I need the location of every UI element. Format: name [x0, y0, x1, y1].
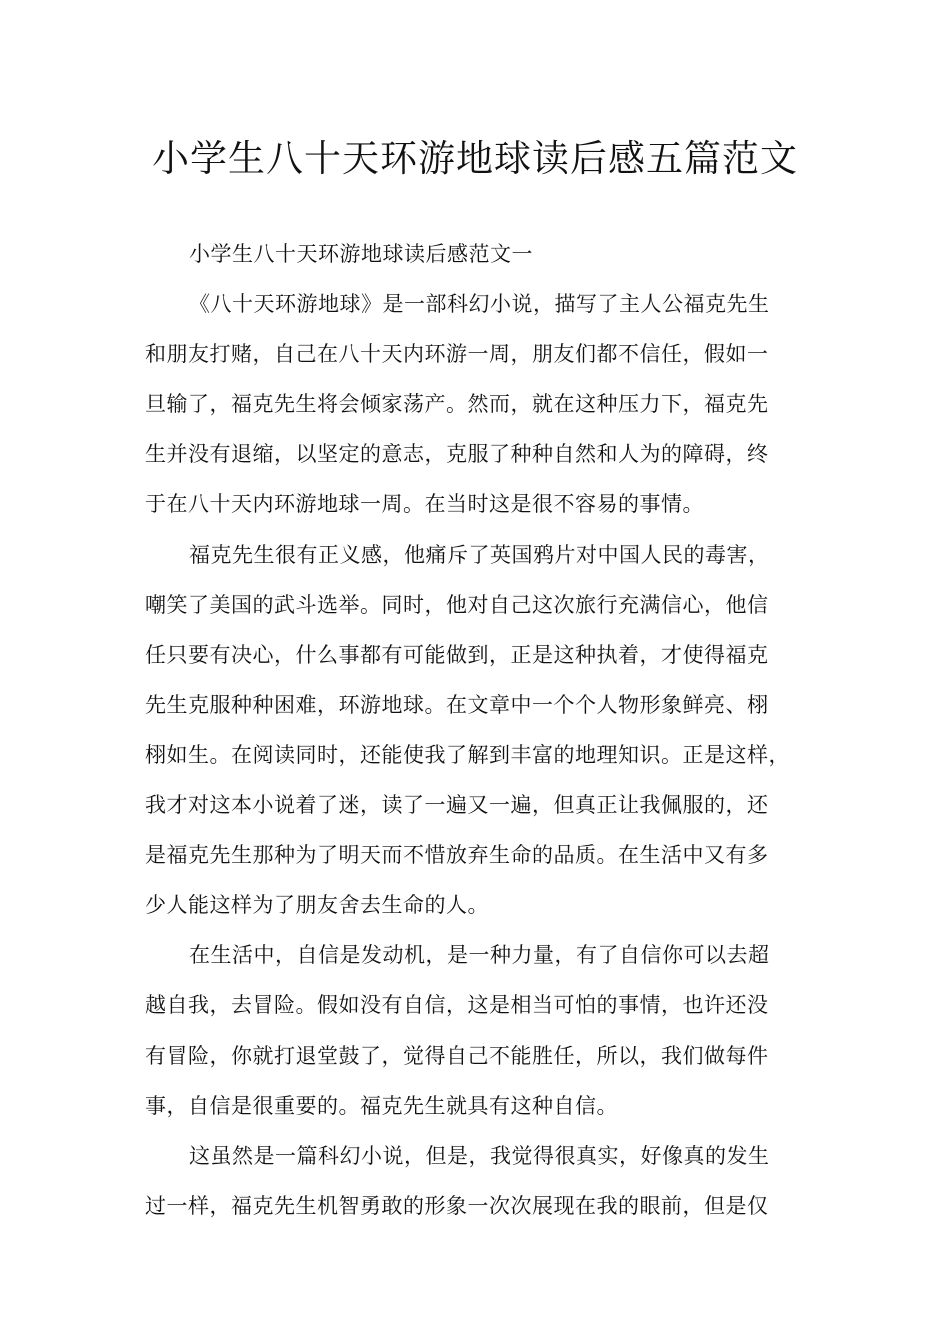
document-body [145, 229, 813, 1231]
text-line: 栩如生。在阅读同时，还能使我了解到丰富的地理知识。正是这样， [145, 742, 790, 767]
document-title: 小学生八十天环游地球读后感五篇范文 [152, 137, 798, 180]
text-line: 于在八十天内环游地球一周。在当时这是很不容易的事情。 [145, 492, 704, 517]
text-line: 有冒险，你就打退堂鼓了，觉得自己不能胜任，所以，我们做每件 [145, 1043, 769, 1068]
text-line: 旦输了，福克先生将会倾家荡产。然而，就在这种压力下，福克先 [145, 392, 769, 417]
text-line: 过一样，福克先生机智勇敢的形象一次次展现在我的眼前，但是仅 [145, 1193, 769, 1218]
paragraph-3 [145, 930, 813, 1130]
text-line: 这虽然是一篇科幻小说，但是，我觉得很真实，好像真的发生 [189, 1143, 770, 1168]
text-line: 我才对这本小说着了迷，读了一遍又一遍，但真正让我佩服的，还 [145, 793, 769, 818]
text-line: 福克先生很有正义感，他痛斥了英国鸦片对中国人民的毒害， [189, 542, 770, 567]
paragraph-1 [145, 279, 813, 529]
text-line: 事，自信是很重要的。福克先生就具有这种自信。 [145, 1093, 618, 1118]
text-line: 少人能这样为了朋友舍去生命的人。 [145, 893, 489, 918]
paragraph-4 [145, 1131, 813, 1231]
section-heading: 小学生八十天环游地球读后感范文一 [189, 242, 533, 266]
text-line: 和朋友打赌，自己在八十天内环游一周，朋友们都不信任，假如一 [145, 342, 769, 367]
text-line: 是福克先生那种为了明天而不惜放弃生命的品质。在生活中又有多 [145, 843, 769, 868]
text-line: 嘲笑了美国的武斗选举。同时，他对自己这次旅行充满信心，他信 [145, 592, 769, 617]
text-line: 《八十天环游地球》是一部科幻小说，描写了主人公福克先生 [189, 292, 770, 317]
text-line: 先生克服种种困难，环游地球。在文章中一个个人物形象鲜亮、栩 [145, 692, 769, 717]
text-line: 任只要有决心，什么事都有可能做到，正是这种执着，才使得福克 [145, 642, 769, 667]
text-line: 生并没有退缩，以坚定的意志，克服了种种自然和人为的障碍，终 [145, 442, 769, 467]
text-line: 越自我，去冒险。假如没有自信，这是相当可怕的事情，也许还没 [145, 993, 769, 1018]
text-line: 在生活中，自信是发动机，是一种力量，有了自信你可以去超 [189, 943, 770, 968]
paragraph-2 [145, 530, 813, 931]
